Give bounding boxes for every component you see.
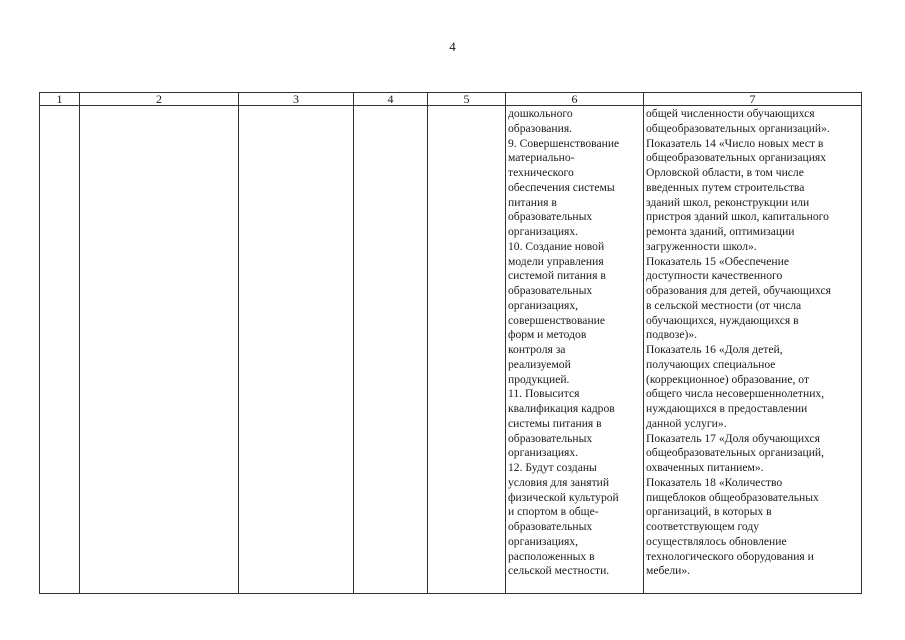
- text-line: организаций, в которых в: [646, 505, 772, 519]
- text-line: пристроя зданий школ, капитального: [646, 210, 829, 224]
- text-line: подвозе)».: [646, 328, 698, 342]
- text-line: 12. Будут созданы: [508, 461, 597, 474]
- text-line: 9. Совершенствование: [508, 136, 620, 150]
- text-line: зданий школ, реконструкции или: [646, 195, 810, 209]
- text-line: Показатель 18 «Количество: [646, 475, 783, 489]
- cell-col-2: [80, 106, 239, 594]
- cell-col-5: [428, 106, 506, 594]
- text-line: образования.: [508, 121, 573, 135]
- text-line: общеобразовательных организаций,: [646, 446, 824, 460]
- cell-col-3: [239, 106, 354, 594]
- text-line: (коррекционное) образование, от: [646, 372, 810, 386]
- text-line: сельской местности.: [508, 564, 610, 578]
- text-line: Орловской области, в том числе: [646, 166, 804, 179]
- text-line: и спортом в обще-: [508, 505, 599, 519]
- text-line: ремонта зданий, оптимизации: [646, 225, 795, 238]
- text-line: организациях.: [508, 446, 579, 460]
- cell-col-7-text: [644, 106, 861, 579]
- text-line: образования для детей, обучающихся: [646, 284, 831, 297]
- text-line: питания в: [508, 195, 557, 209]
- text-line: общего числа несовершеннолетних,: [646, 387, 825, 401]
- cell-col-6: [506, 106, 644, 594]
- text-line: системы питания в: [508, 416, 602, 430]
- text-line: дошкольного: [508, 107, 573, 120]
- page-number: 4: [449, 39, 456, 54]
- text-line: мебели».: [646, 564, 691, 578]
- cell-col-4: [354, 106, 428, 594]
- text-line: данной услуги».: [646, 416, 727, 430]
- text-line: обеспечения системы: [508, 180, 615, 194]
- text-line: условия для занятий: [508, 475, 610, 489]
- text-line: Показатель 16 «Доля детей,: [646, 343, 783, 356]
- column-header-5: 5: [428, 93, 506, 106]
- data-table: [39, 92, 862, 594]
- column-header-4: 4: [354, 93, 428, 106]
- text-line: 11. Повысится: [508, 387, 580, 401]
- text-line: квалификация кадров: [508, 402, 615, 415]
- text-line: контроля за: [508, 343, 566, 356]
- column-header-7: 7: [644, 93, 862, 106]
- text-line: соответствующем году: [646, 520, 760, 533]
- text-line: продукцией.: [508, 372, 570, 386]
- text-line: материально-: [508, 151, 575, 165]
- text-line: организациях,: [508, 534, 579, 548]
- text-line: расположенных в: [508, 549, 595, 563]
- text-line: получающих специальное: [646, 357, 776, 371]
- text-line: Показатель 15 «Обеспечение: [646, 254, 789, 268]
- text-line: системой питания в: [508, 269, 606, 283]
- text-line: образовательных: [508, 431, 593, 445]
- cell-col-6-text: [506, 106, 643, 579]
- text-line: Показатель 14 «Число новых мест в: [646, 136, 824, 150]
- header-row: [40, 93, 862, 106]
- text-line: обучающихся, нуждающихся в: [646, 313, 799, 327]
- column-header-2: 2: [80, 93, 239, 106]
- text-line: модели управления: [508, 254, 604, 268]
- text-line: технологического оборудования и: [646, 549, 814, 563]
- text-line: организациях.: [508, 225, 579, 238]
- column-header-1: 1: [40, 93, 80, 106]
- text-line: общей численности обучающихся: [646, 107, 815, 120]
- text-line: охваченных питанием».: [646, 461, 764, 474]
- text-line: Показатель 17 «Доля обучающихся: [646, 431, 821, 445]
- text-line: загруженности школ».: [646, 239, 757, 253]
- text-line: образовательных: [508, 210, 593, 224]
- text-line: совершенствование: [508, 313, 605, 327]
- text-line: общеобразовательных организациях: [646, 151, 827, 165]
- text-line: нуждающихся в предоставлении: [646, 402, 808, 415]
- column-header-6: 6: [506, 93, 644, 106]
- text-line: осуществлялось обновление: [646, 534, 787, 548]
- cell-col-1: [40, 106, 80, 594]
- cell-col-7: [644, 106, 862, 594]
- text-line: общеобразовательных организаций».: [646, 121, 830, 135]
- text-line: 10. Создание новой: [508, 239, 605, 253]
- text-line: физической культурой: [508, 490, 619, 504]
- column-header-3: 3: [239, 93, 354, 106]
- text-line: в сельской местности (от числа: [646, 298, 802, 312]
- text-line: введенных путем строительства: [646, 180, 805, 194]
- text-line: доступности качественного: [646, 269, 783, 283]
- text-line: организациях,: [508, 298, 579, 312]
- text-line: образовательных: [508, 520, 593, 533]
- table-row: [40, 106, 862, 594]
- text-line: технического: [508, 166, 574, 179]
- text-line: образовательных: [508, 284, 593, 297]
- text-line: форм и методов: [508, 328, 587, 342]
- text-line: пищеблоков общеобразовательных: [646, 490, 819, 504]
- text-line: реализуемой: [508, 357, 571, 371]
